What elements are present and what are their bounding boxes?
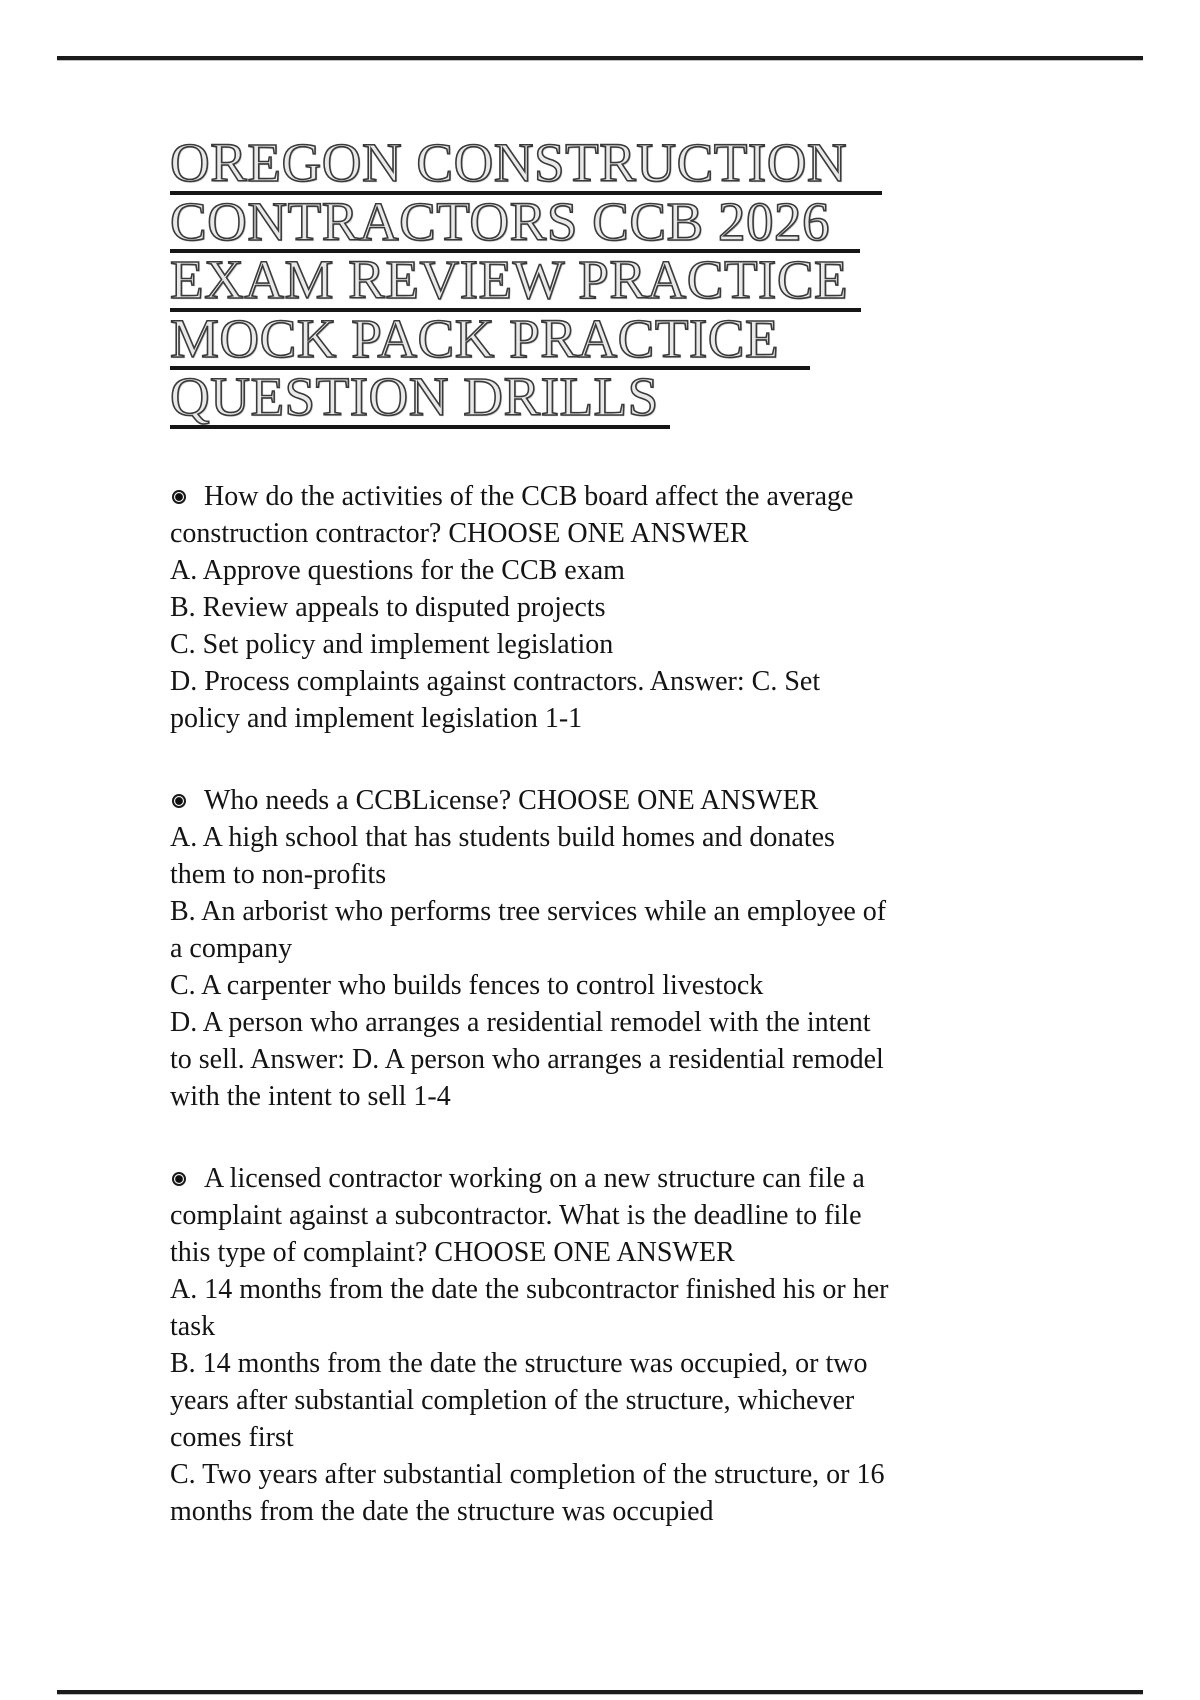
- question-first-line: [170, 478, 1020, 515]
- question-text: months from the date the structure was occupied: [170, 1495, 714, 1527]
- bullet-icon: [172, 1172, 186, 1186]
- question-text: C. A carpenter who builds fences to control livestock: [170, 969, 764, 1001]
- question-text: them to non-profits: [170, 858, 387, 890]
- question-line: [170, 1419, 1020, 1456]
- question-text: complaint against a subcontractor. What is the deadline to file: [170, 1199, 862, 1231]
- question-line: [170, 856, 1020, 893]
- question-line: [170, 1197, 1020, 1234]
- question-text: construction contractor? CHOOSE ONE ANSWER: [170, 517, 749, 549]
- page-title: [170, 132, 1020, 429]
- question-text: B. Review appeals to disputed projects: [170, 591, 606, 623]
- question-line: [170, 700, 1020, 737]
- question-line: [170, 1078, 1020, 1115]
- question-text: A. 14 months from the date the subcontractor finished his or her: [170, 1273, 889, 1305]
- question-line: [170, 552, 1020, 589]
- question-text: C. Set policy and implement legislation: [170, 628, 614, 660]
- title-line: MOCK PACK PRACTICE: [170, 312, 810, 371]
- question-text: D. A person who arranges a residential remodel with the intent: [170, 1006, 871, 1038]
- question-line: [170, 515, 1020, 552]
- question-text: to sell. Answer: D. A person who arranges a residential remodel: [170, 1043, 884, 1075]
- title-line: OREGON CONSTRUCTION: [170, 136, 882, 195]
- question-first-line: [170, 782, 1020, 819]
- question-line: [170, 1271, 1020, 1308]
- question-text: C. Two years after substantial completion of the structure, or 16: [170, 1458, 885, 1490]
- question-line: [170, 1382, 1020, 1419]
- question-line: [170, 1308, 1020, 1345]
- question-line: [170, 819, 1020, 856]
- page-content: [170, 0, 1020, 1530]
- question-line: [170, 589, 1020, 626]
- question-line: [170, 1345, 1020, 1382]
- question-block: [170, 478, 1020, 737]
- question-text: with the intent to sell 1-4: [170, 1080, 451, 1112]
- question-text: a company: [170, 932, 293, 964]
- question-line: [170, 1041, 1020, 1078]
- bullet-icon: [172, 490, 186, 504]
- question-text: A licensed contractor working on a new structure can file a: [204, 1162, 865, 1194]
- title-line: QUESTION DRILLS: [170, 370, 670, 429]
- question-text: A. A high school that has students build homes and donates: [170, 821, 835, 853]
- question-text: B. An arborist who performs tree services while an employee of: [170, 895, 887, 927]
- question-line: [170, 663, 1020, 700]
- question-text: How do the activities of the CCB board affect the average: [204, 480, 854, 512]
- question-text: A. Approve questions for the CCB exam: [170, 554, 625, 586]
- question-line: [170, 967, 1020, 1004]
- question-first-line: [170, 1160, 1020, 1197]
- question-block: [170, 782, 1020, 1115]
- bullet-icon: [172, 794, 186, 808]
- question-text: comes first: [170, 1421, 294, 1453]
- bottom-rule: [57, 1690, 1143, 1694]
- question-line: [170, 1456, 1020, 1493]
- question-text: years after substantial completion of the structure, whichever: [170, 1384, 855, 1416]
- question-line: [170, 930, 1020, 967]
- question-block: [170, 1160, 1020, 1530]
- question-line: [170, 1234, 1020, 1271]
- question-text: B. 14 months from the date the structure was occupied, or two: [170, 1347, 868, 1379]
- question-text: task: [170, 1310, 216, 1342]
- question-line: [170, 1004, 1020, 1041]
- question-text: D. Process complaints against contractors. Answer: C. Set: [170, 665, 821, 697]
- question-line: [170, 893, 1020, 930]
- title-line: CONTRACTORS CCB 2026: [170, 195, 860, 254]
- question-text: policy and implement legislation 1-1: [170, 702, 583, 734]
- question-text: Who needs a CCBLicense? CHOOSE ONE ANSWER: [204, 784, 819, 816]
- question-line: [170, 1493, 1020, 1530]
- question-line: [170, 626, 1020, 663]
- title-line: EXAM REVIEW PRACTICE: [170, 253, 861, 312]
- question-text: this type of complaint? CHOOSE ONE ANSWER: [170, 1236, 735, 1268]
- questions: [170, 478, 1020, 1530]
